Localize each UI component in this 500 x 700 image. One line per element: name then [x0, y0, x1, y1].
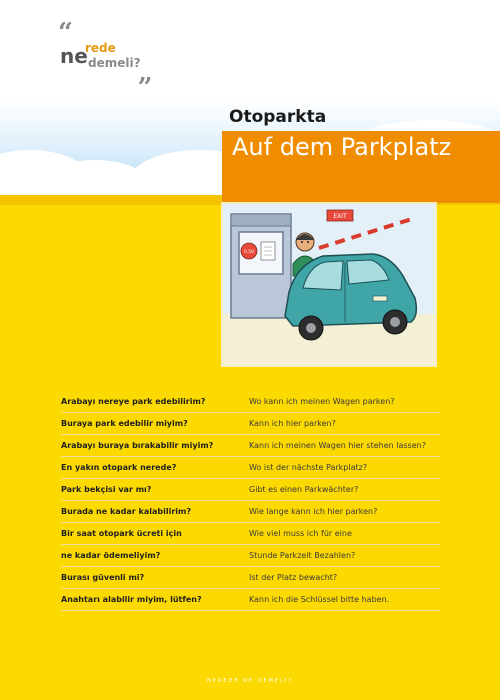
logo-close-quote: „ [138, 58, 153, 88]
phrase-turkish: Arabayı buraya bırakabilir miyim? [61, 441, 214, 450]
phrase-row [61, 413, 440, 435]
logo-rede: rede [85, 41, 116, 55]
phrase-row [61, 435, 440, 457]
phrase-row [61, 545, 440, 567]
logo [58, 18, 168, 88]
phrase-turkish: Buraya park edebilir miyim? [61, 419, 188, 428]
parking-illustration [223, 204, 435, 365]
phrase-german: Kann ich hier parken? [249, 419, 336, 428]
price-sign-text: 0.50 [243, 250, 255, 255]
phrase-row [61, 479, 440, 501]
phrase-german: Ist der Platz bewacht? [249, 573, 338, 582]
phrase-turkish: ne kadar ödemeliyim? [61, 551, 161, 560]
phrase-turkish: Burası güvenli mi? [61, 573, 145, 582]
phrase-turkish: Burada ne kadar kalabilirim? [61, 507, 192, 516]
phrase-german: Wo ist der nächste Parkplatz? [249, 463, 368, 472]
parking-scene-svg [223, 204, 435, 365]
phrase-german: Stunde Parkzeit Bezahlen? [249, 551, 356, 560]
logo-open-quote: “ [58, 18, 73, 48]
car-plate [373, 296, 387, 301]
exit-sign-text: EXIT [333, 213, 347, 220]
footer-text: NEREDE NE DEMELI? [206, 678, 294, 684]
phrase-turkish: En yakın otopark nerede? [61, 463, 177, 472]
title-german: Auf dem Parkplatz [232, 133, 452, 161]
phrase-turkish: Anahtarı alabilir miyim, lütfen? [61, 595, 202, 604]
phrase-german: Kann ich die Schlüssel bitte haben. [249, 595, 390, 604]
phrase-turkish: Arabayı nereye park edebilirim? [61, 397, 206, 406]
phrase-german: Wie viel muss ich für eine [249, 529, 352, 538]
phrase-turkish: Bir saat otopark ücreti için [61, 529, 182, 538]
phrase-german: Wie lange kann ich hier parken? [249, 507, 378, 516]
phrase-turkish: Park bekçisi var mı? [61, 485, 152, 494]
phrase-row [61, 523, 440, 545]
phrase-german: Wo kann ich meinen Wagen parken? [249, 397, 395, 406]
title-turkish: Otoparkta [229, 107, 327, 127]
phrase-row [61, 501, 440, 523]
phrase-row [61, 391, 440, 413]
title-german-box [222, 131, 500, 203]
phrase-german: Gibt es einen Parkwächter? [249, 485, 359, 494]
logo-ne: ne [60, 44, 88, 68]
phrase-row [61, 589, 440, 611]
phrase-row [61, 567, 440, 589]
logo-demeli: demeli? [88, 56, 141, 70]
phrase-row [61, 457, 440, 479]
phrase-list [61, 391, 440, 611]
phrase-german: Kann ich meinen Wagen hier stehen lassen? [249, 441, 426, 450]
